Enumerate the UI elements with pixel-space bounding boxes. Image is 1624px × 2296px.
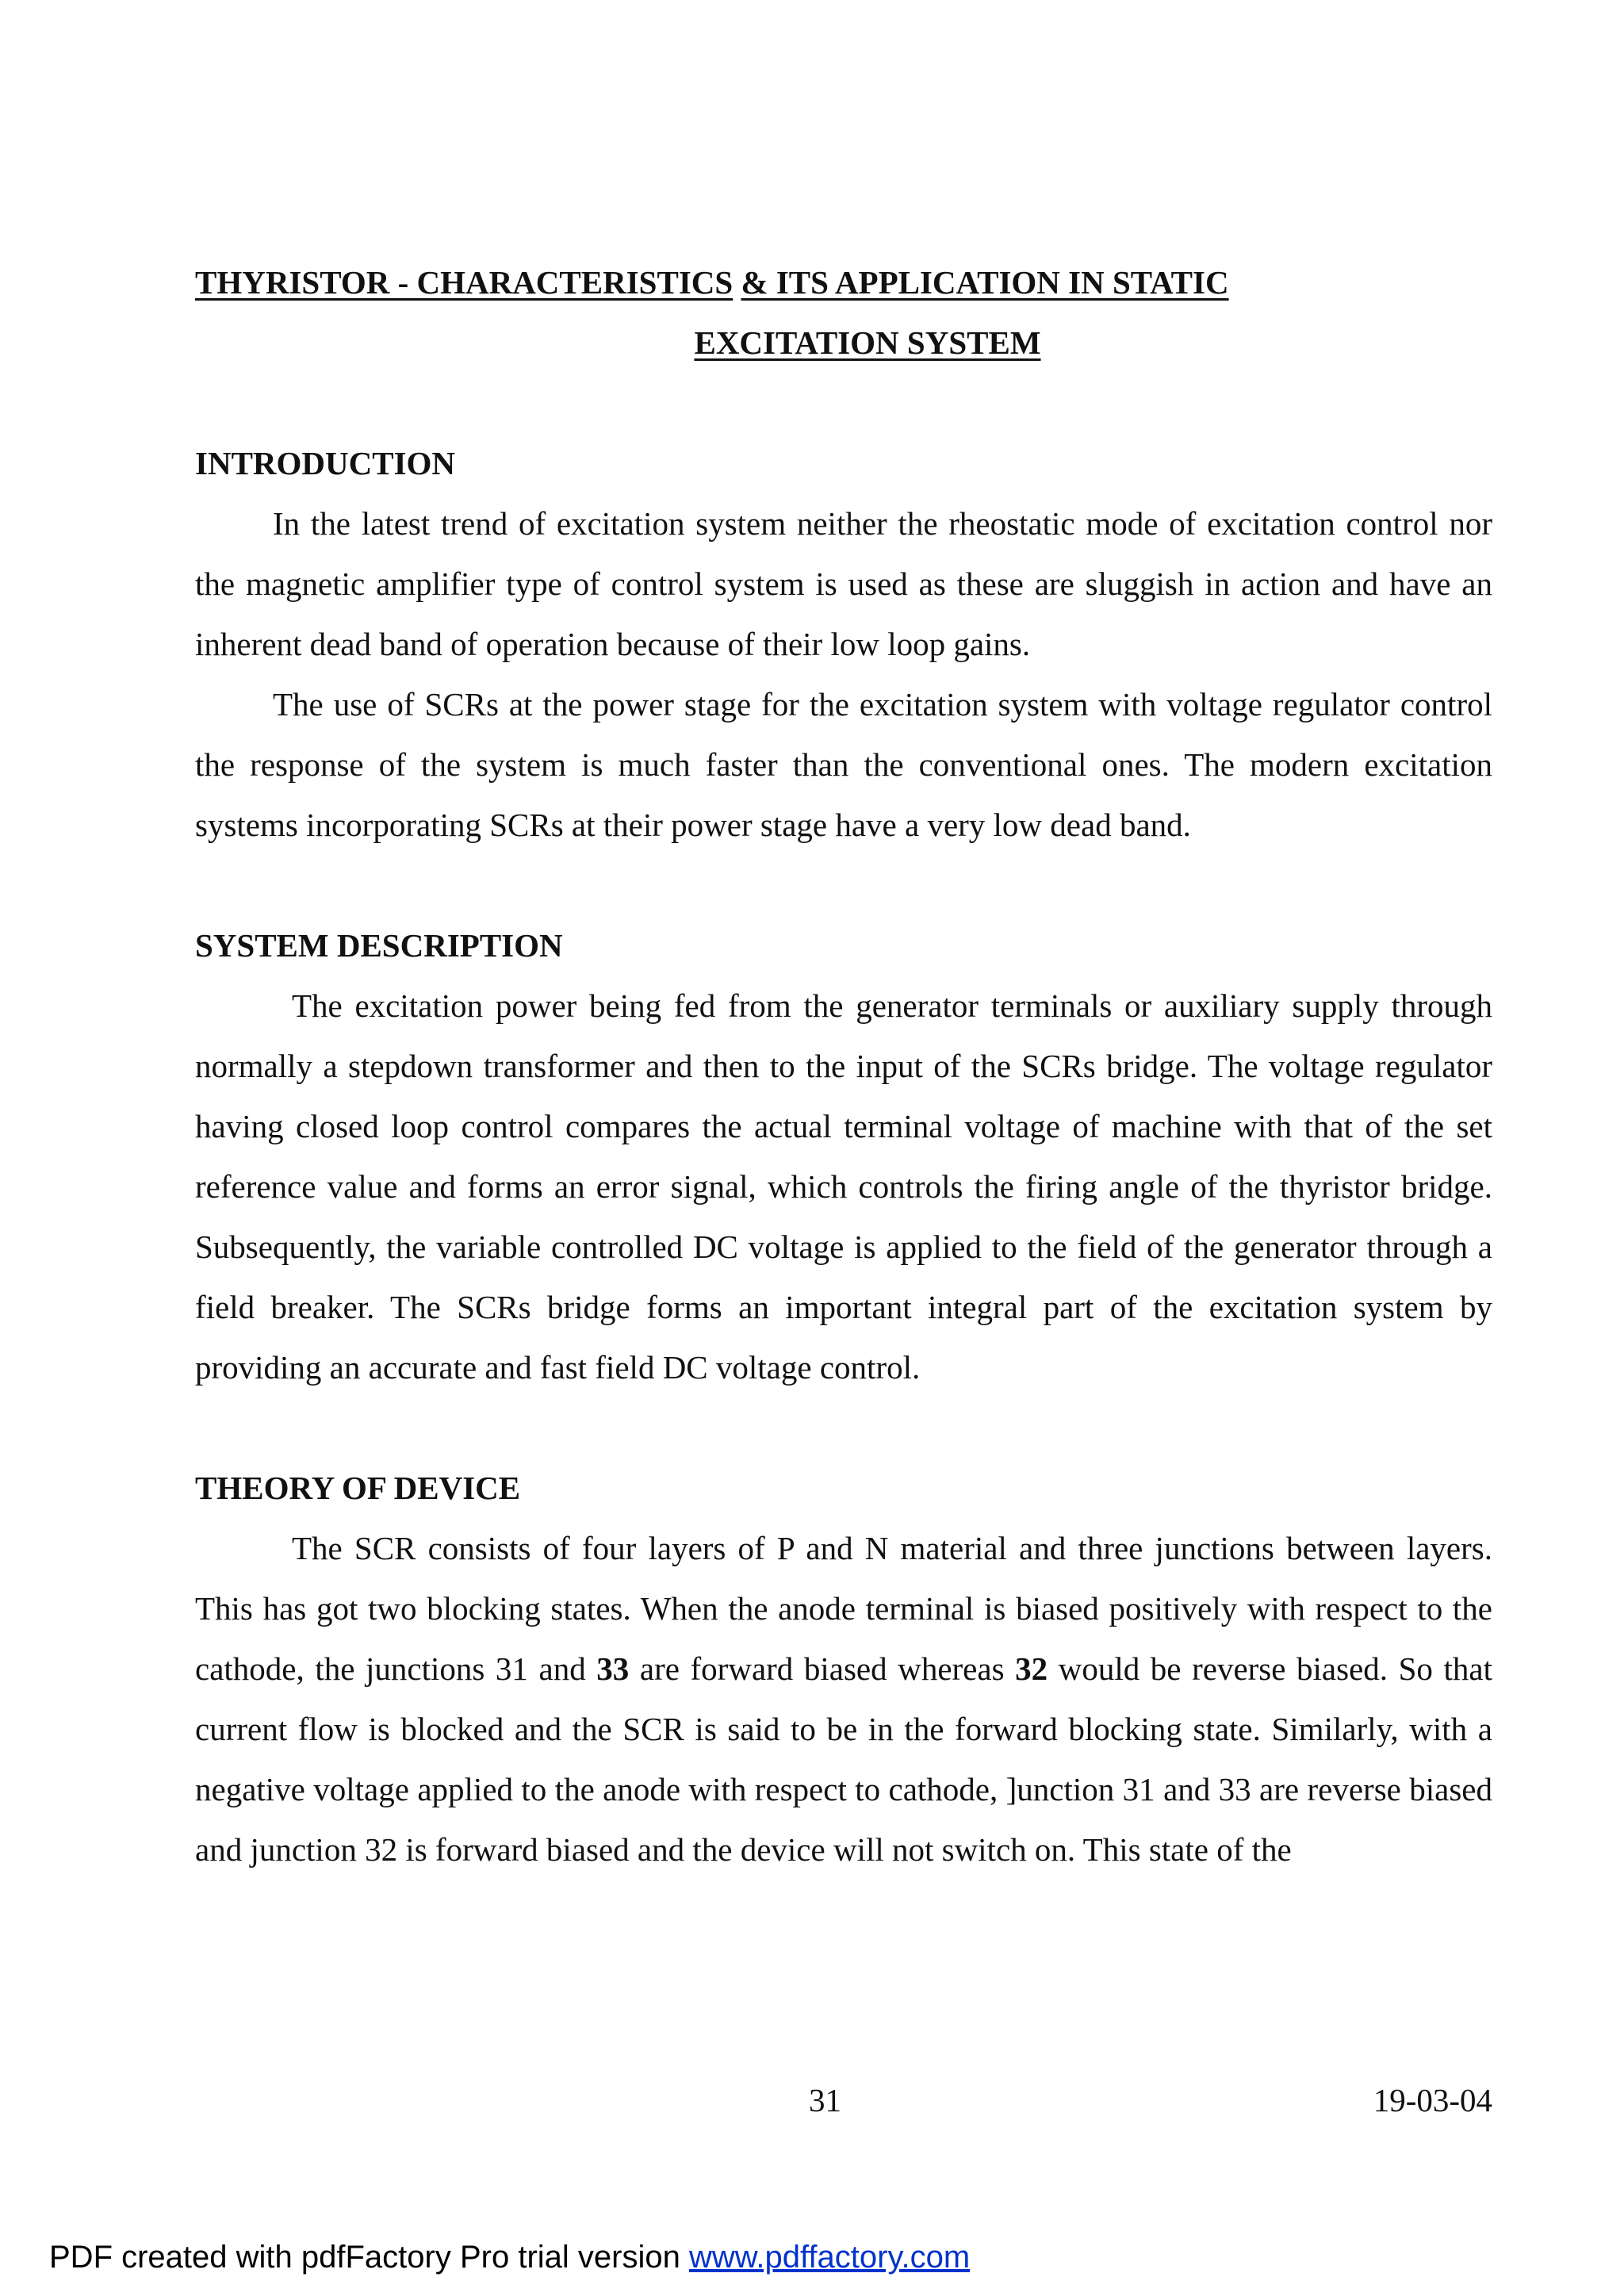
title-line2: EXCITATION SYSTEM <box>694 324 1041 361</box>
theory-paragraph: The SCR consists of four layers of P and N material and three junctions between layers. This has got two blocking states. When the anode terminal is biased positively with respect to the cathode, the junctions 31 and 33 are forward biased whereas 32 would be reverse biased. So that current flow is blocked and the SCR is said to be in the forward blocking state. Similarly, with a negative voltage applied to the anode with respect to cathode, ]unction 31 and 33 are reverse biased and junction 32 is forward biased and the device will not switch on. This state of the <box>195 1530 1492 1868</box>
introduction-heading: INTRODUCTION <box>195 445 456 481</box>
page-number: 31 <box>809 2082 841 2118</box>
page-content <box>195 252 1492 1880</box>
title-part2: & ITS APPLICATION IN STATIC <box>741 264 1229 301</box>
system-description-paragraph: The excitation power being fed from the generator terminals or auxiliary supply through normally a stepdown transformer and then to the input of the SCRs bridge. The voltage regulator having closed loop control compares the actual terminal voltage of machine with that of the set reference value and forms an error signal, which controls the firing angle of the thyristor bridge. Subsequently, the variable controlled DC voltage is applied to the field of the generator through a field breaker. The SCRs bridge forms an important integral part of the excitation system by providing an accurate and fast field DC voltage control. <box>195 987 1492 1386</box>
footer-date: 19-03-04 <box>1373 2082 1492 2118</box>
junction-32-bold: 32 <box>1015 1650 1048 1687</box>
system-description-heading: SYSTEM DESCRIPTION <box>195 927 563 964</box>
pdffactory-link[interactable]: www.pdffactory.com <box>688 2240 971 2275</box>
banner-text: PDF created with pdfFactory Pro trial version <box>49 2240 689 2275</box>
introduction-paragraph-2: The use of SCRs at the power stage for the excitation system with voltage regulator control the response of the system is much faster than the conventional ones. The modern excitation systems incorporating SCRs at their power stage have a very low dead band. <box>195 686 1492 843</box>
theory-heading: THEORY OF DEVICE <box>195 1470 521 1506</box>
title-part1: THYRISTOR - CHARACTERISTICS <box>195 264 733 301</box>
junction-33-bold: 33 <box>596 1650 630 1687</box>
pdf-creator-banner <box>49 2240 970 2275</box>
introduction-paragraph-1: In the latest trend of excitation system neither the rheostatic mode of excitation control nor the magnetic amplifier type of control system is used as these are sluggish in action and have an inherent dead band of operation because of their low loop gains. <box>195 505 1492 662</box>
document-title <box>195 252 1492 373</box>
